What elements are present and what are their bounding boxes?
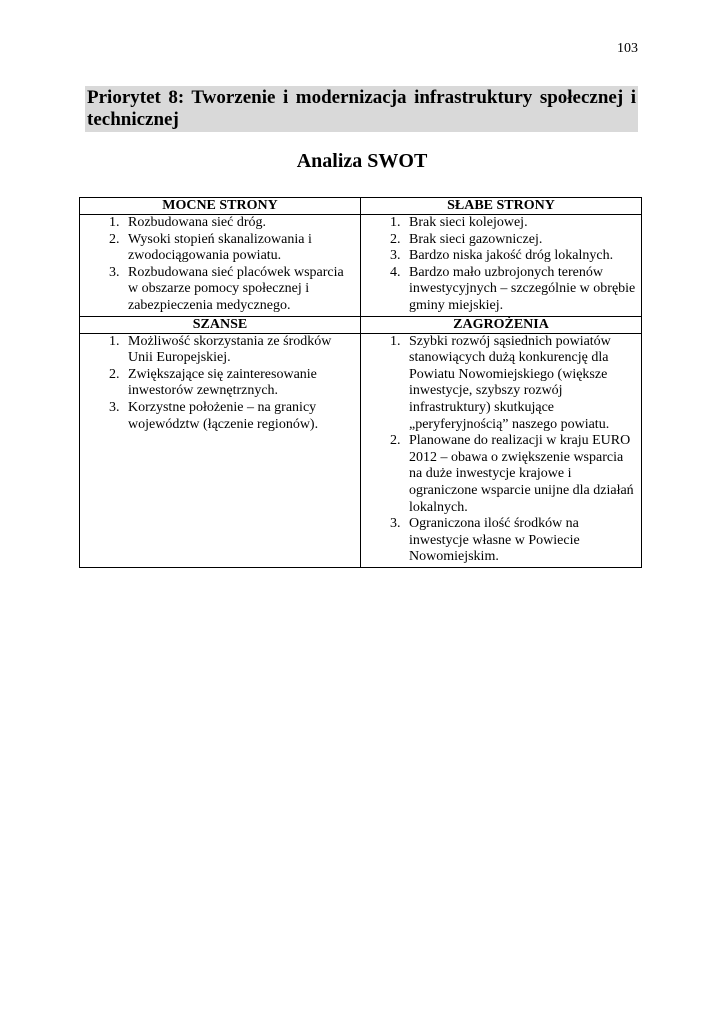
- swot-header-row-bottom: [80, 316, 642, 333]
- opportunities-cell: [80, 333, 361, 567]
- item-number: 1.: [390, 215, 401, 230]
- item-number: 2.: [390, 231, 401, 247]
- list-item: [390, 215, 637, 232]
- list-item: [109, 215, 356, 232]
- item-text: Brak sieci gazowniczej.: [409, 231, 543, 247]
- item-number: 1.: [109, 333, 120, 349]
- item-text: Bardzo mało uzbrojonych terenów inwestycyjnych – szczególnie w obrębie gminy miejskiej.: [409, 264, 636, 313]
- list-item: [390, 264, 637, 315]
- item-text: Bardzo niska jakość dróg lokalnych.: [409, 248, 614, 264]
- weaknesses-header: SŁABE STRONY: [361, 198, 642, 215]
- item-number: 3.: [390, 248, 401, 264]
- item-text: Możliwość skorzystania ze środków Unii Europejskiej.: [128, 333, 332, 366]
- weaknesses-cell: [361, 215, 642, 317]
- opportunities-header: SZANSE: [80, 316, 361, 333]
- opportunities-list: [80, 334, 360, 435]
- threats-cell: [361, 333, 642, 567]
- item-number: 2.: [390, 433, 401, 449]
- strengths-cell: [80, 215, 361, 317]
- item-text: Rozbudowana sieć placówek wsparcia w obszarze pomocy społecznej i zabezpieczenia medycznego.: [128, 264, 344, 313]
- weaknesses-list: [361, 215, 641, 316]
- strengths-header: MOCNE STRONY: [80, 198, 361, 215]
- list-item: [109, 399, 356, 433]
- item-number: 4.: [390, 264, 401, 280]
- list-item: [109, 333, 356, 367]
- item-number: 3.: [109, 264, 120, 280]
- swot-content-row-bottom: [80, 333, 642, 567]
- item-number: 3.: [390, 516, 401, 532]
- strengths-list: [80, 215, 360, 316]
- item-number: 2.: [109, 231, 120, 247]
- item-text: Wysoki stopień skanalizowania i zwodociągowania powiatu.: [128, 231, 312, 264]
- swot-header-row-top: [80, 198, 642, 215]
- item-text: Zwiększające się zainteresowanie inwestorów zewnętrznych.: [128, 366, 317, 399]
- list-item: [109, 366, 356, 400]
- item-number: 2.: [109, 366, 120, 382]
- threats-list: [361, 334, 641, 567]
- item-number: 1.: [390, 333, 401, 349]
- list-item: [390, 433, 637, 516]
- item-text: Brak sieci kolejowej.: [409, 215, 528, 230]
- list-item: [390, 333, 637, 434]
- item-text: Ograniczona ilość środków na inwestycje własne w Powiecie Nowomiejskim.: [409, 516, 580, 565]
- item-text: Planowane do realizacji w kraju EURO 2012 – obawa o zwiększenie wsparcia na duże inwestycje krajowe i ograniczone wsparcie unijne dla działań lokalnych.: [409, 433, 634, 515]
- list-item: [390, 248, 637, 265]
- list-item: [390, 516, 637, 566]
- threats-header: ZAGROŻENIA: [361, 316, 642, 333]
- item-number: 1.: [109, 215, 120, 230]
- list-item: [109, 264, 356, 315]
- item-text: Rozbudowana sieć dróg.: [128, 215, 267, 230]
- item-text: Szybki rozwój sąsiednich powiatów stanowiących dużą konkurencję dla Powiatu Nowomiejskiego (większe inwestycje, szybszy rozwój infrastruktury) skutkujące „peryferyjnością” naszego powiatu.: [409, 333, 611, 432]
- swot-table: [79, 197, 642, 568]
- item-number: 3.: [109, 399, 120, 415]
- swot-content-row-top: [80, 215, 642, 317]
- page-number: 103: [617, 41, 638, 56]
- swot-title: Analiza SWOT: [296, 150, 428, 172]
- list-item: [390, 231, 637, 249]
- list-item: [109, 231, 356, 265]
- item-text: Korzystne położenie – na granicy województw (łączenie regionów).: [128, 399, 319, 432]
- priority-heading: Priorytet 8: Tworzenie i modernizacja infrastruktury społecznej i technicznej: [87, 87, 636, 130]
